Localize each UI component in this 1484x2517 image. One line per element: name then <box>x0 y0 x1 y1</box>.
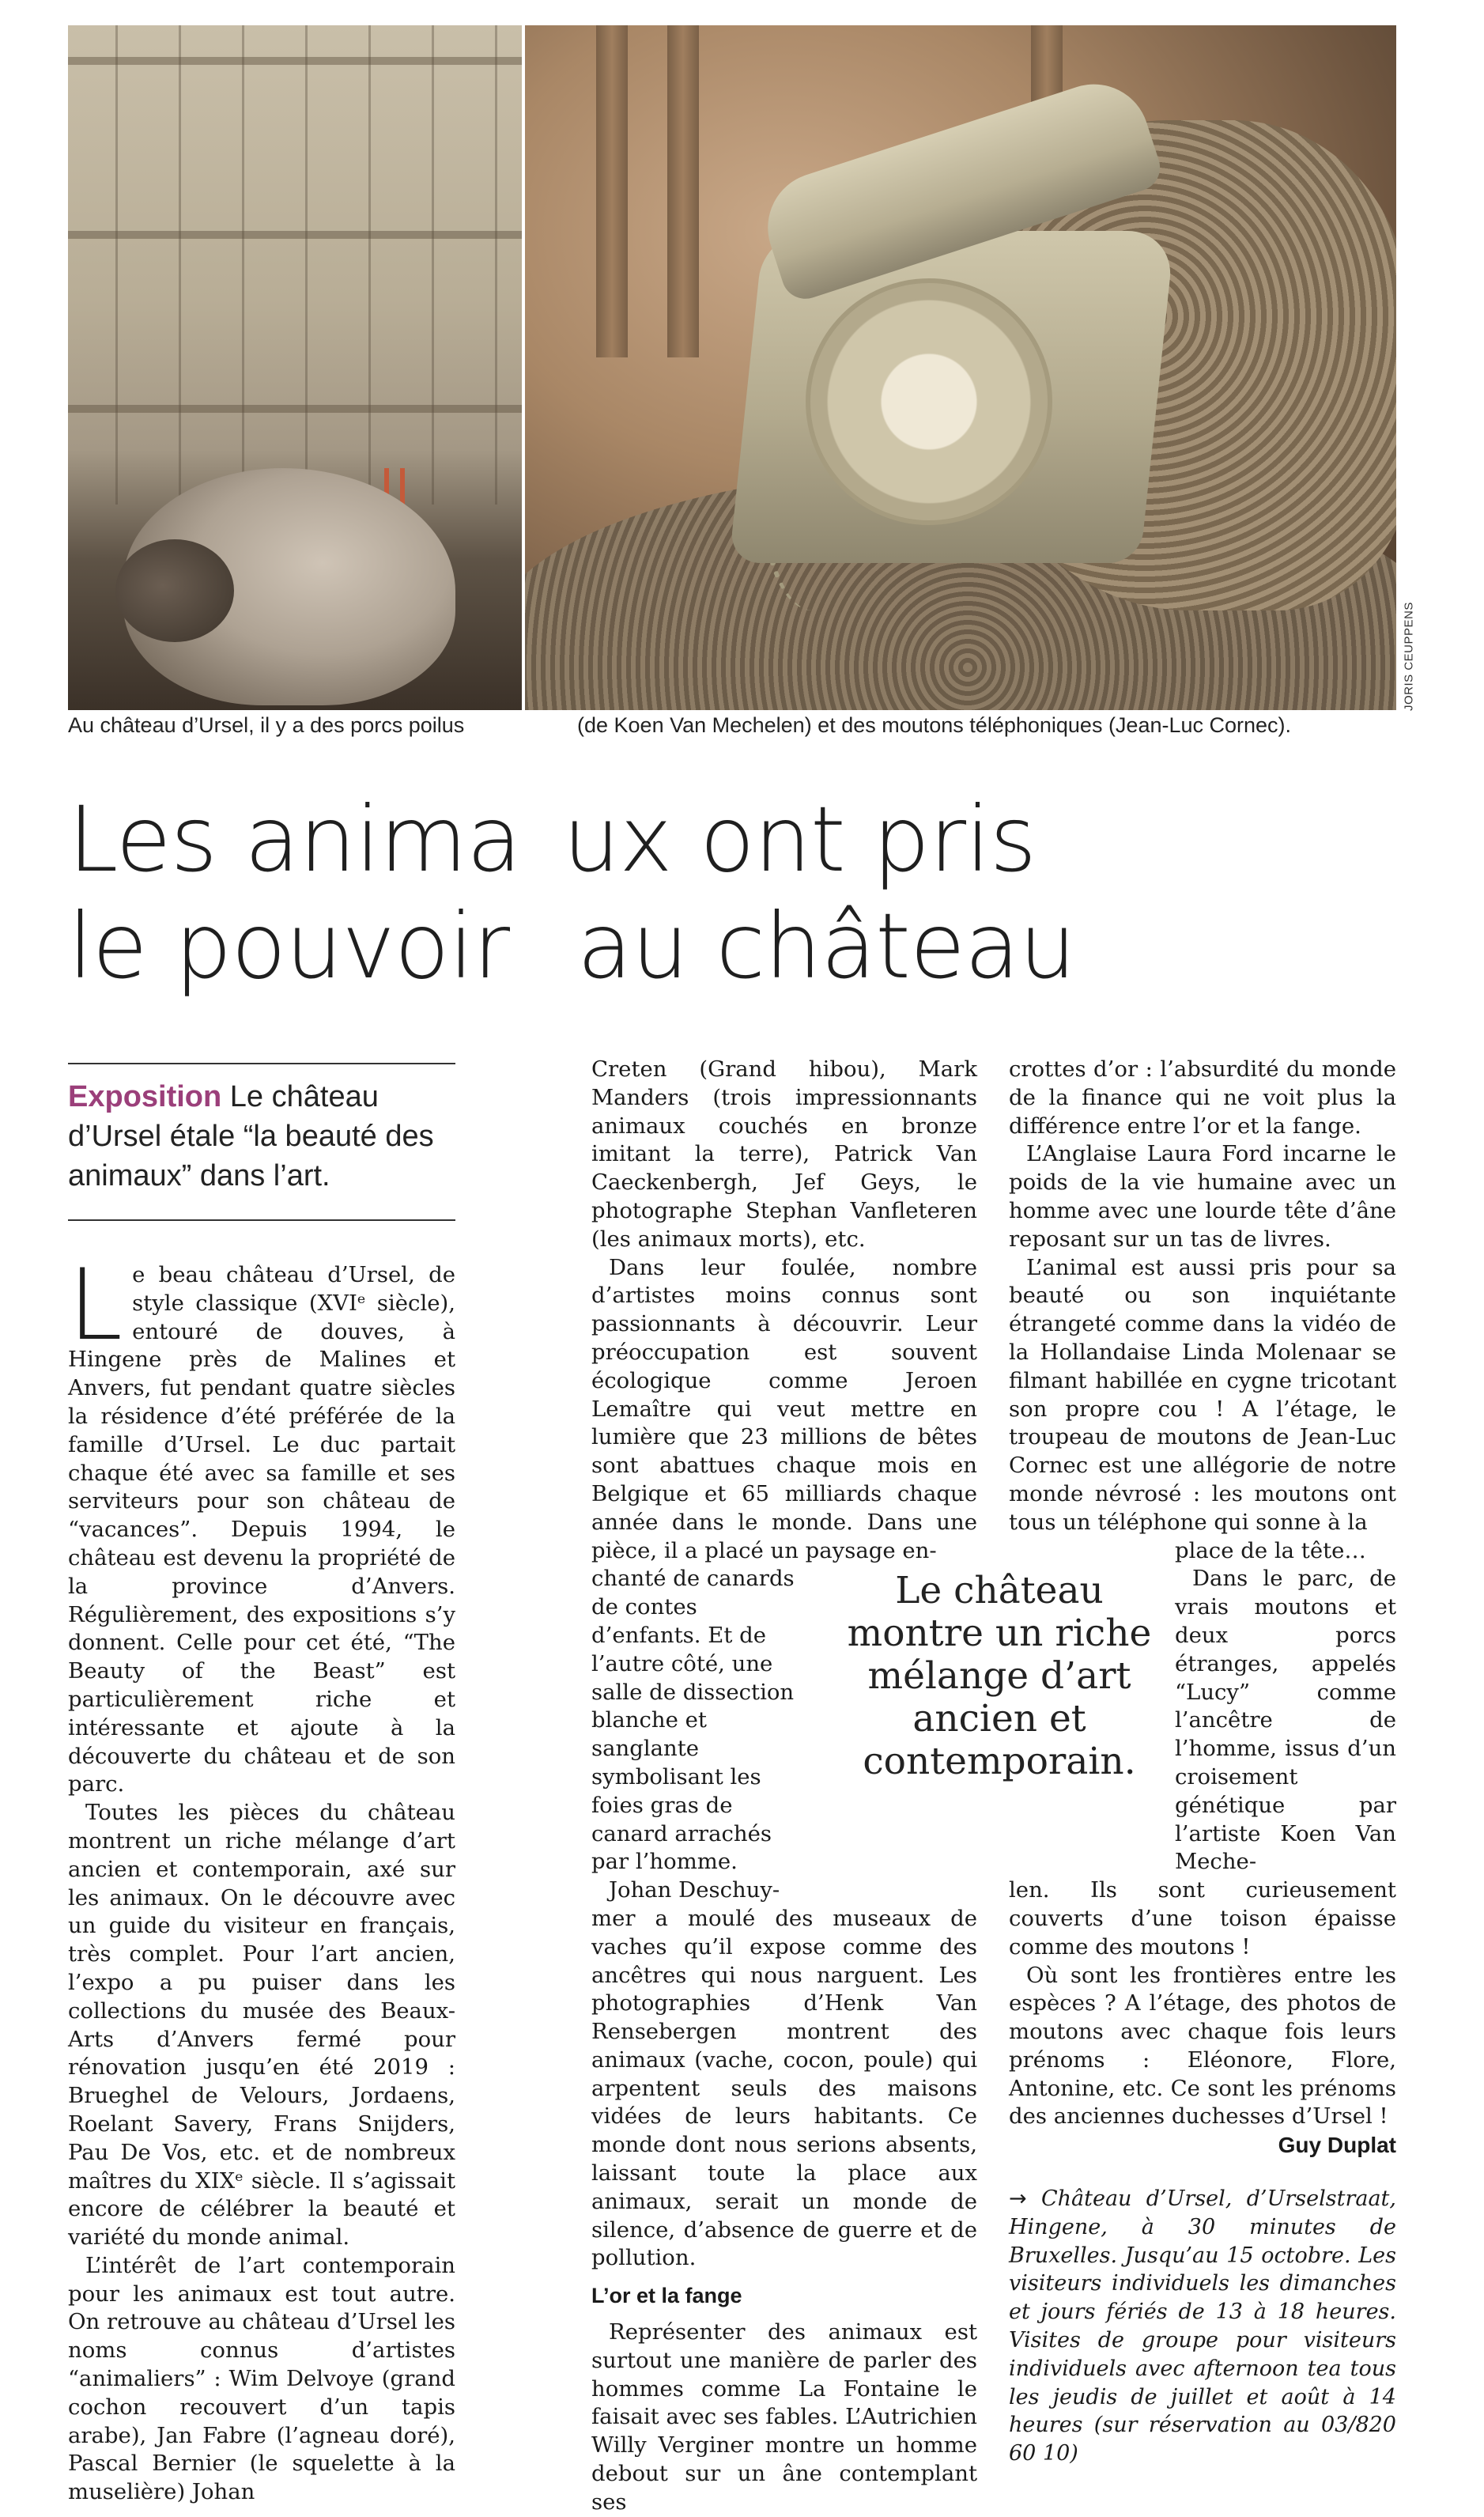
dropcap: L <box>68 1249 123 1362</box>
caption-right: (de Koen Van Mechelen) et des moutons téléphoniques (Jean-Luc Cornec). <box>577 713 1292 737</box>
col3-paragraph-3b: place de la tête… <box>1175 1537 1366 1563</box>
column-1 <box>68 1249 455 2507</box>
col1-paragraph-3: L’intérêt de l’art contemporain pour les animaux est tout autre. On retrouve au château d’Ursel les noms connus d’artistes “animaliers” : Wim Delvoye (grand cochon recouvert d’un tapis arabe), Jan Fabre (l’agneau doré), Pascal Bernier (le squelette à la muselière) Johan <box>68 2252 455 2505</box>
photo-hairy-pig <box>68 25 522 710</box>
caption-left: Au château d’Ursel, il y a des porcs poilus <box>68 713 465 737</box>
lede-text: Le château d’Ursel étale “la beauté des animaux” dans l’art. <box>68 1080 434 1192</box>
headline-line1-left: Les anima <box>68 787 521 892</box>
col2-paragraph-2a: Dans leur foulée, nombre d’artistes moins connus sont passionnants à découvrir. Leur préoccupation est souvent écologique comme Jeroen Lemaître qui veut mettre en lumière que 23 millions de bêtes sont abattues chaque mois en Belgique et 65 milliards chaque année dans le monde. Dans une pièce, il a placé un paysage en- <box>591 1254 977 1563</box>
column-3 <box>1009 1056 1396 2468</box>
photo-telephone-sheep <box>525 25 1396 710</box>
author-signature: Guy Duplat <box>1278 2133 1396 2158</box>
headline-line2-right: au château <box>577 894 1076 999</box>
col3-paragraph-1: crottes d’or : l’absurdité du monde de la finance qui ne voit plus la différence entre l’or et la fange. <box>1009 1056 1396 1139</box>
headline-line2-left: le pouvoir <box>68 894 510 999</box>
practical-info-text: Château d’Ursel, d’Urselstraat, Hingene, à 30 minutes de Bruxelles. Jusqu’au 15 octobre. Les visiteurs individuels les dimanches et jours fériés de 13 à 18 heures. Visites de groupe pour visiteurs individuels avec afternoon tea tous les jeudis de juillet et août à 14 heures (sur réservation au 03/820 60 10) <box>1009 2186 1396 2466</box>
arrow-icon: → <box>1009 2186 1027 2212</box>
col3-paragraph-2: L’Anglaise Laura Ford incarne le poids de la vie humaine avec un homme avec une lourde tête d’âne reposant sur un tas de livres. <box>1009 1141 1396 1252</box>
col2-paragraph-2b: chanté de canards de contes d’enfants. Et de l’autre côté, une salle de dissection blanche et sanglante symbolisant les foies gras de canard arrachés par l’homme. <box>591 1566 795 1875</box>
lede-rule-bottom <box>68 1219 455 1221</box>
col1-paragraph-2: Toutes les pièces du château montrent un riche mélange d’art ancien et contemporain, axé sur les animaux. On le découvre avec un guide du visiteur en français, très complet. Pour l’art ancien, l’expo a pu puiser dans les collections du musée des Beaux-Arts d’Anvers fermé pour rénovation jusqu’en été 2019 : Brueghel de Velours, Jordaens, Roelant Savery, Frans Snijders, Pau De Vos, etc. et de nombreux maîtres du XIXᵉ siècle. Il s’agissait encore de célébrer la beauté et variété du monde animal. <box>68 1800 455 2251</box>
pull-quote: Le château montre un riche mélange d’art ancien et contemporain. <box>841 1570 1157 1783</box>
col3-paragraph-3a: L’animal est aussi pris pour sa beauté ou son inquiétante étrangeté comme dans la vidéo de la Hollandaise Linda Molenaar se filmant habillée en cygne tricotant son propre cou ! A l’étage, le troupeau de moutons de Jean-Luc Cornec est une allégorie de notre monde névrosé : les moutons ont tous un téléphone qui sonne à la <box>1009 1254 1396 1535</box>
col2-paragraph-4: Représenter des animaux est surtout une manière de parler des hommes comme La Fontaine le faisait avec ses fables. L’Autrichien Willy Verginer montre un homme debout sur un âne contemplant ses <box>591 2319 977 2515</box>
kicker: Exposition <box>68 1080 222 1113</box>
practical-info <box>1009 2185 1396 2468</box>
column-2 <box>591 1056 977 2517</box>
col2-paragraph-3a: Johan Deschuy- <box>609 1877 780 1903</box>
headline-line1-right: ux ont pris <box>563 787 1037 892</box>
lede <box>68 1077 455 1196</box>
col2-paragraph-1: Creten (Grand hibou), Mark Manders (trois impressionnants animaux couchés en bronze imitant la terre), Patrick Van Caeckenbergh, Jef Geys, le photographe Stephan Vanfleteren (les animaux morts), etc. <box>591 1056 977 1252</box>
col3-paragraph-4a: Dans le parc, de vrais moutons et deux porcs étranges, appelés “Lucy” comme l’ancêtre de l’homme, issus d’un croisement génétique par l’artiste Koen Van Meche- <box>1175 1566 1396 1875</box>
lede-rule-top <box>68 1063 455 1064</box>
col1-paragraph-1: Le beau château d’Ursel, de style classique (XVIᵉ siècle), entouré de douves, à Hingene près de Malines et Anvers, fut pendant quatre siècles la résidence d’été préférée de la famille d’Ursel. Le duc partait chaque été avec sa famille et ses serviteurs pour son château de “vacances”. Depuis 1994, le château est devenu la propriété de la province d’Anvers. Régulièrement, des expositions s’y donnent. Celle pour cet été, “The Beauty of the Beast” est particulièrement riche et intéressante et ajoute à la découverte du château et de son parc. <box>68 1249 455 1797</box>
photo-credit: JORIS CEUPPENS <box>1402 602 1416 711</box>
col3-paragraph-4b: len. Ils sont curieusement couverts d’une toison épaisse comme des moutons ! <box>1009 1877 1396 1960</box>
col2-paragraph-3b: mer a moulé des museaux de vaches qu’il expose comme des ancêtres qui nous narguent. Les photographies d’Henk Van Rensebergen montrent des animaux (vache, cocon, poule) qui arpentent seuls des maisons vidées de leurs habitants. Ce monde dont nous serions absents, laissant toute la place aux animaux, serait un monde de silence, d’absence de guerre et de pollution. <box>591 1905 977 2271</box>
subhead: L’or et la fange <box>591 2284 742 2308</box>
col3-paragraph-5: Où sont les frontières entre les espèces ? A l’étage, des photos de moutons avec chaque fois leurs prénoms : Eléonore, Flore, Antonine, etc. Ce sont les prénoms des anciennes duchesses d’Ursel ! <box>1009 1962 1396 2130</box>
